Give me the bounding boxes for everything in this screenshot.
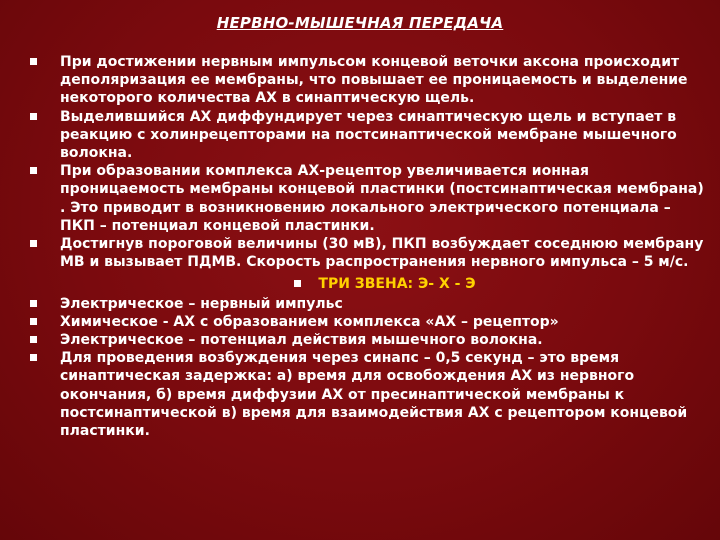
center-heading: ТРИ ЗВЕНА: Э- Х - Э [318,276,476,293]
bullet-text: Выделившийся АХ диффундирует через синаптическую щель и вступает в реакцию с холинрецепторами на постсинаптической мембране мышечного волокна. [60,108,677,162]
bullet-text: Достигнув пороговой величины (30 мВ), ПКП возбуждает соседнюю мембрану МВ и вызывает ПДМВ. Скорость распространения нервного импульса – 5 м/с. [60,236,704,271]
bullet-item [60,53,710,108]
link-item [60,331,710,349]
center-heading-wrap [294,275,475,293]
bullet-item [60,162,710,235]
square-bullet-icon [30,113,37,120]
square-bullet-icon [30,336,37,343]
link-text: Для проведения возбуждения через синапс – 0,5 секунд – это время синаптическая задержка: а) время для освобождения АХ из нервного окончания, б) время диффузии АХ от пресинаптической мембраны к постсинаптической в) время для взаимодействия АХ с рецептором концевой пластинки. [60,350,688,440]
bullet-text: При достижении нервным импульсом концевой веточки аксона происходит деполяризация ее мембраны, что повышает ее проницаемость и выделение некоторого количества АХ в синаптическую щель. [60,54,688,107]
slide-title: НЕРВНО-МЫШЕЧНАЯ ПЕРЕДАЧА [216,14,504,32]
bullet-item [60,235,710,271]
center-heading-row [60,275,710,293]
link-item [60,349,710,440]
square-bullet-icon [30,300,37,307]
square-bullet-icon [30,240,37,247]
link-text: Электрическое – нервный импульс [60,295,343,312]
link-item [60,313,710,331]
link-text: Химическое - АХ с образованием комплекса «АХ – рецептор» [60,313,559,330]
square-bullet-icon [30,58,37,65]
square-bullet-icon [30,318,37,325]
bullet-text: При образовании комплекса АХ-рецептор увеличивается ионная проницаемость мембраны концевой пластинки (постсинаптическая мембрана) . Это приводит в возникновению локального электрического потенциала – ПКП – потенциал концевой пластинки. [60,163,704,234]
bullet-item [60,108,710,163]
square-bullet-icon [30,354,37,361]
square-bullet-icon [30,167,37,174]
square-bullet-icon [294,280,301,287]
link-text: Электрическое – потенциал действия мышечного волокна. [60,332,543,349]
slide-body [60,53,710,440]
link-item [60,295,710,313]
